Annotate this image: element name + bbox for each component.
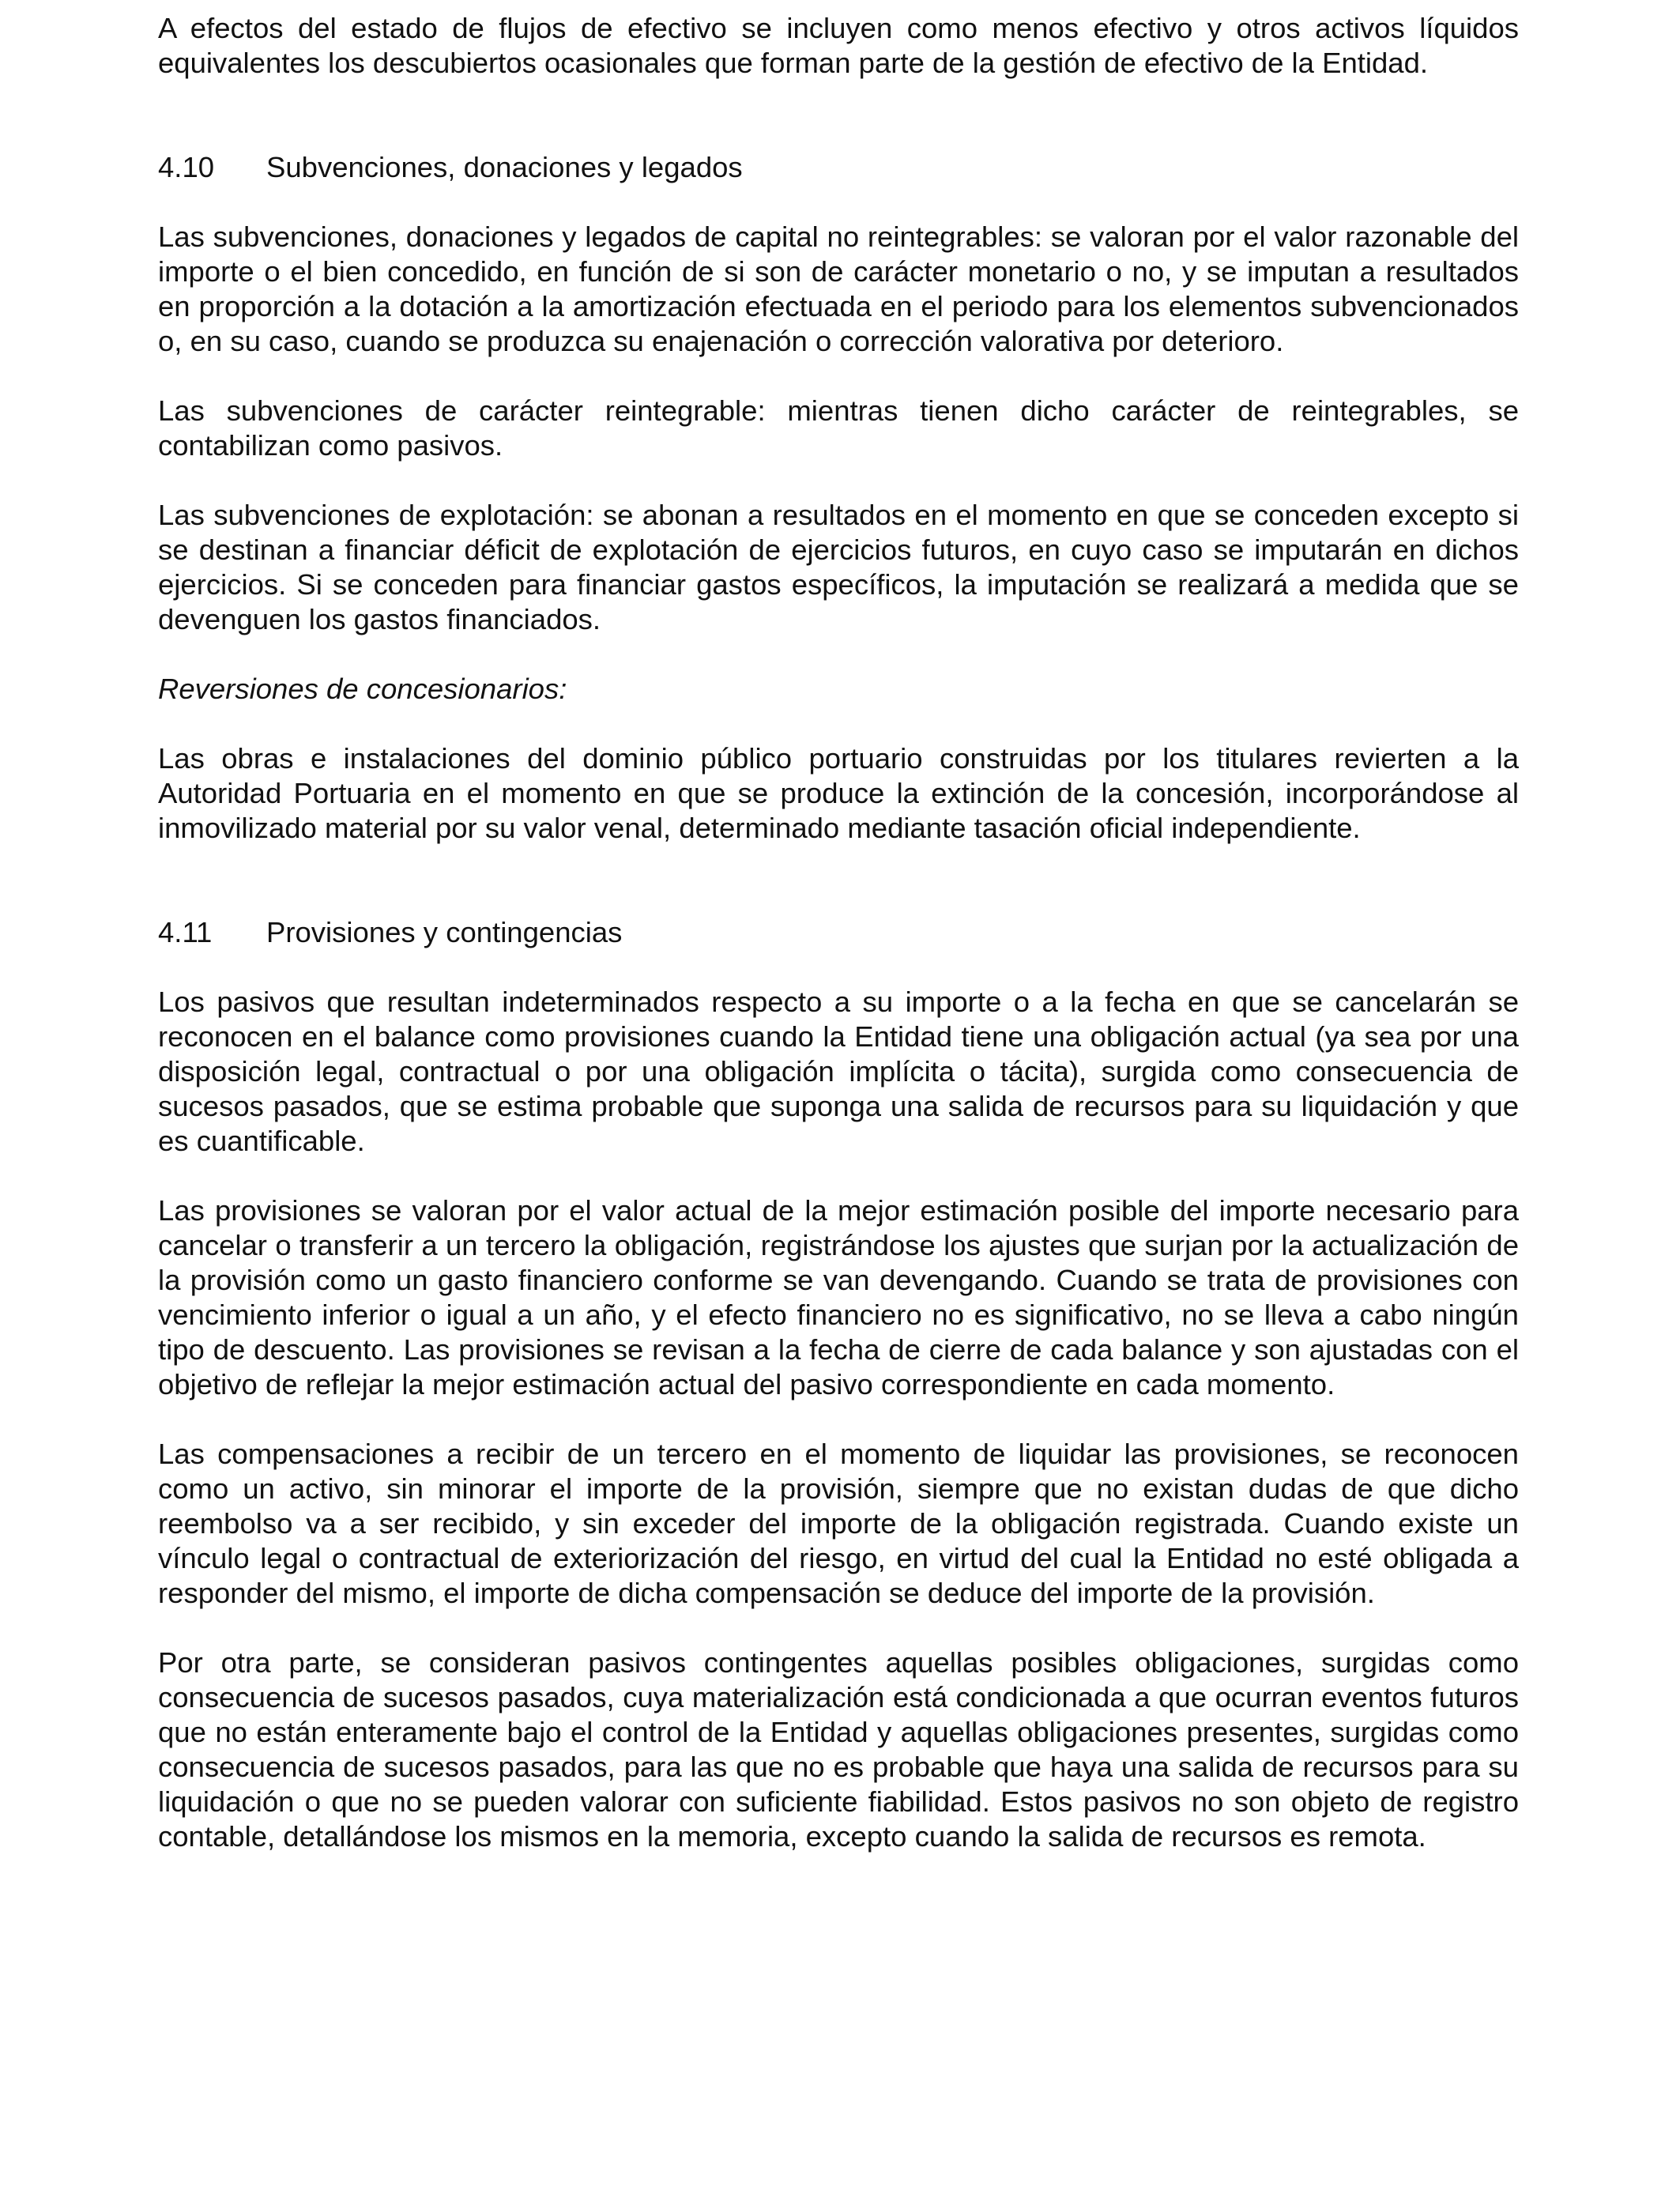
section-title: Provisiones y contingencias: [266, 916, 623, 948]
paragraph: Los pasivos que resultan indeterminados respecto a su importe o a la fecha en que se cancelarán se reconocen en el balance como provisiones cuando la Entidad tiene una obligación actual (ya sea por una disposición legal, contractual o por una obligación implícita o tácita), surgida como consecuencia de sucesos pasados, que se estima probable que suponga una salida de recursos para su liquidación y que es cuantificable.: [158, 986, 1519, 1157]
paragraph: Las subvenciones de explotación: se abonan a resultados en el momento en que se conceden excepto si se destinan a financiar déficit de explotación de ejercicios futuros, en cuyo caso se imputarán en dichos ejercicios. Si se conceden para financiar gastos específicos, la imputación se realizará a medida que se devenguen los gastos financiados.: [158, 499, 1519, 635]
paragraph: Las subvenciones, donaciones y legados de capital no reintegrables: se valoran por el valor razonable del importe o el bien concedido, en función de si son de carácter monetario o no, y se imputan a resultados en proporción a la dotación a la amortización efectuada en el periodo para los elementos subvencionados o, en su caso, cuando se produzca su enajenación o corrección valorativa por deterioro.: [158, 221, 1519, 357]
section-number: 4.11: [158, 916, 213, 948]
section-heading-4-11: [158, 915, 1519, 950]
section-heading-4-10: [158, 150, 1519, 185]
paragraph: Las provisiones se valoran por el valor actual de la mejor estimación posible del importe necesario para cancelar o transferir a un tercero la obligación, registrándose los ajustes que surjan por la actualización de la provisión como un gasto financiero conforme se van devengando. Cuando se trata de provisiones con vencimiento inferior o igual a un año, y el efecto financiero no es significativo, no se lleva a cabo ningún tipo de descuento. Las provisiones se revisan a la fecha de cierre de cada balance y son ajustadas con el objetivo de reflejar la mejor estimación actual del pasivo correspondiente en cada momento.: [158, 1194, 1519, 1400]
paragraph: Las obras e instalaciones del dominio público portuario construidas por los titulares revierten a la Autoridad Portuaria en el momento en que se produce la extinción de la concesión, incorporándose al inmovilizado material por su valor venal, determinado mediante tasación oficial independiente.: [158, 742, 1519, 844]
paragraph: Por otra parte, se consideran pasivos contingentes aquellas posibles obligaciones, surgidas como consecuencia de sucesos pasados, cuya materialización está condicionada a que ocurran eventos futuros que no están enteramente bajo el control de la Entidad y aquellas obligaciones presentes, surgidas como consecuencia de sucesos pasados, para las que no es probable que haya una salida de recursos para su liquidación o que no se pueden valorar con suficiente fiabilidad. Estos pasivos no son objeto de registro contable, detallándose los mismos en la memoria, excepto cuando la salida de recursos es remota.: [158, 1646, 1519, 1853]
paragraph: Las compensaciones a recibir de un tercero en el momento de liquidar las provisiones, se reconocen como un activo, sin minorar el importe de la provisión, siempre que no existan dudas de que dicho reembolso va a ser recibido, y sin exceder del importe de la obligación registrada. Cuando existe un vínculo legal o contractual de exteriorización del riesgo, en virtud del cual la Entidad no esté obligada a responder del mismo, el importe de dicha compensación se deduce del importe de la provisión.: [158, 1438, 1519, 1609]
intro-paragraph: A efectos del estado de flujos de efectivo se incluyen como menos efectivo y otros activos líquidos equivalentes los descubiertos ocasionales que forman parte de la gestión de efectivo de la Entidad.: [158, 12, 1519, 79]
section-number: 4.10: [158, 151, 215, 183]
paragraph: Las subvenciones de carácter reintegrable: mientras tienen dicho carácter de reintegrables, se contabilizan como pasivos.: [158, 394, 1519, 462]
subheading: Reversiones de concesionarios:: [158, 673, 567, 705]
section-title: Subvenciones, donaciones y legados: [266, 151, 743, 183]
document-page: [158, 11, 1519, 1854]
